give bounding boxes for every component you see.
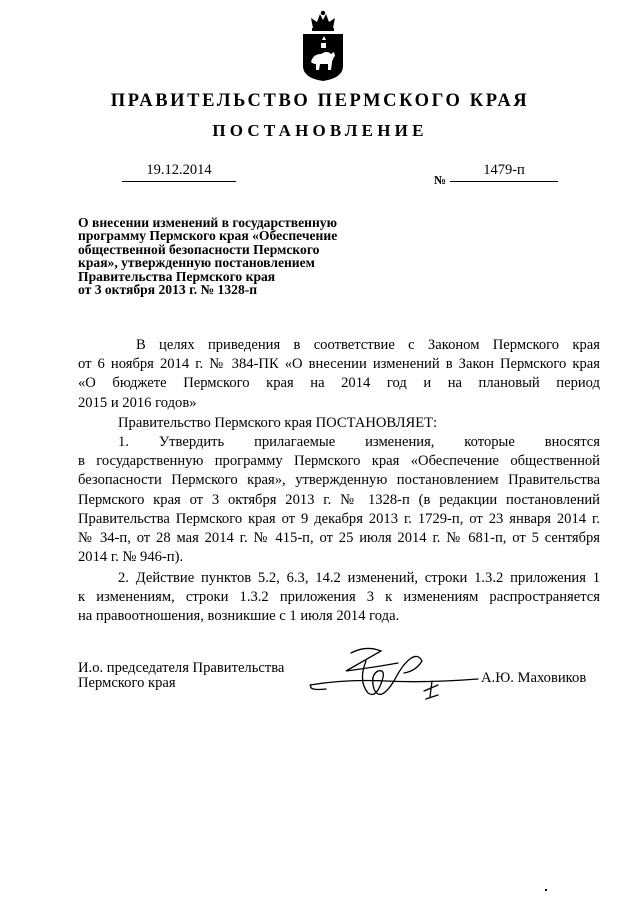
paragraph-line: № 34-п, от 28 мая 2014 г. № 415-п, от 25 июля 2014 г. № 681-п, от 5 сентября	[78, 530, 600, 547]
coat-of-arms-emblem	[301, 10, 345, 82]
title-line: Правительства Пермского края	[78, 268, 276, 284]
handwritten-signature	[306, 641, 481, 711]
signatory-position	[78, 661, 284, 691]
body-paragraph-1	[78, 336, 600, 413]
body-paragraph-3	[78, 433, 600, 567]
document-title	[78, 216, 408, 296]
signatory-position-line: Пермского края	[78, 674, 176, 691]
paragraph-line: на правоотношения, возникшие с 1 июля 2014 года.	[78, 608, 400, 625]
signatory-name: А.Ю. Маховиков	[481, 670, 587, 686]
title-line: О внесении изменений в государственную	[78, 215, 337, 230]
paragraph-line: 1. Утвердить прилагаемые изменения, которые вносятся	[118, 434, 600, 450]
paragraph-line: 2014 г. № 946-п).	[78, 549, 184, 566]
date-underline	[122, 181, 236, 182]
paragraph-line: «О бюджете Пермского края на 2014 год и на плановый период	[78, 375, 600, 392]
number-underline	[450, 181, 558, 182]
paragraph-line: Правительство Пермского края ПОСТАНОВЛЯЕТ:	[118, 415, 438, 431]
body-paragraph-2	[78, 414, 600, 433]
number-sign: №	[434, 173, 447, 187]
title-line: от 3 октября 2013 г. № 1328-п	[78, 282, 258, 298]
document-number: 1479-п	[483, 162, 525, 178]
title-line: программу Пермского края «Обеспечение	[78, 228, 338, 244]
organization-heading: ПРАВИТЕЛЬСТВО ПЕРМСКОГО КРАЯ	[110, 91, 530, 111]
document-date: 19.12.2014	[146, 162, 212, 178]
paragraph-line: в государственную программу Пермского края «Обеспечение общественной	[78, 453, 600, 470]
title-line: края», утвержденную постановлением	[78, 255, 315, 271]
scan-dot	[545, 889, 547, 891]
paragraph-line: В целях приведения в соответствие с Законом Пермского края	[136, 337, 600, 353]
paragraph-line: Пермского края от 3 октября 2013 г. № 1328-п (в редакции постановлений	[78, 491, 600, 508]
paragraph-line: Правительства Пермского края от 9 декабря 2013 г. 1729-п, от 23 января 2014 г.	[78, 510, 600, 527]
body-paragraph-4	[78, 569, 600, 627]
title-line: общественной безопасности Пермского	[78, 241, 320, 257]
paragraph-line: 2015 и 2016 годов»	[78, 394, 197, 411]
paragraph-line: к изменениям, строки 1.3.2 приложения 3 к изменениям распространяется	[78, 589, 600, 606]
paragraph-line: 2. Действие пунктов 5.2, 6.3, 14.2 изменений, строки 1.3.2 приложения 1	[118, 570, 600, 586]
paragraph-line: безопасности Пермского края», утвержденную постановлением Правительства	[78, 472, 600, 489]
document-type-heading: ПОСТАНОВЛЕНИЕ	[212, 121, 428, 140]
signatory-position-line: И.о. председателя Правительства	[78, 660, 285, 676]
paragraph-line: от 6 ноября 2014 г. № 384-ПК «О внесении изменений в Закон Пермского края	[78, 356, 600, 373]
